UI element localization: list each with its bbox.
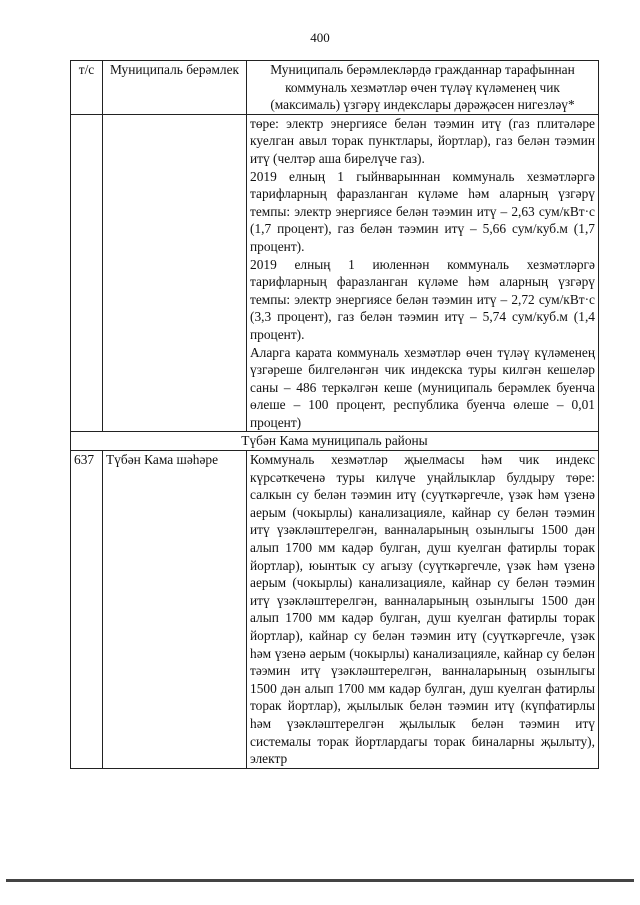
row-number: 637 (71, 451, 103, 769)
tariff-table (70, 60, 599, 769)
cell-empty-municipality (103, 114, 247, 432)
paragraph: төре: электр энергиясе белән тәэмин итү (газ плитәләре куелган авыл торак пунктлары, йортлар), газ белән тәэмин итү (челтәр аша бирелүче газ). (250, 115, 595, 166)
section-heading-row (71, 432, 599, 451)
table-header-row (71, 61, 599, 115)
table-row-continuation (71, 114, 599, 432)
table-row (71, 451, 599, 769)
paragraph: 2019 елның 1 гыйнварыннан коммуналь хезмәтләргә тарифларның фаразланган күләме һәм аларның үзгәрү темпы: электр энергиясе белән тәэмин итү – 2,63 сум/кВт·с (1,7 процент), газ белән тәэмин итү – 5,66 сум/куб.м (1,7 процент). (250, 168, 595, 254)
paragraph: Аларга карата коммуналь хезмәтләр өчен түләү күләменең үзгәреше билгеләнгән чик индекска туры килгән кешеләр саны – 486 теркәлгән кеше (муниципаль берәмлек буенча өлеше – 100 процент, республика буенча өлеше – 0,01 процент) (250, 344, 595, 430)
header-number: т/с (71, 61, 103, 115)
cell-empty-number (71, 114, 103, 432)
header-municipality: Муниципаль берәмлек (103, 61, 247, 115)
row-municipality: Түбән Кама шәһәре (103, 451, 247, 769)
page-number: 400 (310, 30, 330, 45)
paragraph: 2019 елның 1 июленнән коммуналь хезмәтләргә тарифларның фаразланган күләме һәм аларның үзгәрү темпы: электр энергиясе белән тәэмин итү – 2,72 сум/кВт·с (3,3 процент), газ белән тәэмин итү – 5,74 сум/куб.м (1,4 процент). (250, 256, 595, 342)
header-justification: Муниципаль берәмлекләрдә гражданнар тарафыннан коммуналь хезмәтләр өчен түләү күләменең чик (максималь) үзгәрү индекслары дәрәҗәсен нигезләү* (247, 61, 599, 115)
scan-edge-line (6, 879, 634, 882)
cell-continuation-text (247, 114, 599, 432)
section-title: Түбән Кама муниципаль районы (71, 432, 599, 451)
row-text: Коммуналь хезмәтләр җыелмасы һәм чик индекс күрсәткеченә туры килүче уңайлыклар булдыру төре: салкын су белән тәэмин итү (суүткәргечле, үзәк һәм үзенә аерым (чокырлы) канализацияле, кайнар су белән тәэмин итү үзәкләштерелгән, ванналарының озынлыгы 1500 дән алып 1700 мм кадәр булган, душ куелган фатирлы торак йортлар), юынтык су агызу (суүткәргечле, үзәк һәм үзенә аерым (чокырлы) канализацияле, кайнар су белән тәэмин итү үзәкләштерелгән, ванналарының озынлыгы 1500 дән алып 1700 мм кадәр булган, душ куелган фатирлы торак йортлар), кайнар су белән тәэмин итү (суүткәргечле, үзәк һәм үзенә аерым (чокырлы) канализацияле, кайнар су белән тәэмин итү үзәкләштерелгән, ванналарының озынлыгы 1500 дән алып 1700 мм кадәр булган, душ куелган фатирлы торак йортлар), җылылык белән тәэмин итү (күпфатирлы һәм үзәкләштерелгән җылылык белән тәэмин итү системалы торак йортлардагы торак биналарны җылыту), электр (247, 451, 599, 769)
